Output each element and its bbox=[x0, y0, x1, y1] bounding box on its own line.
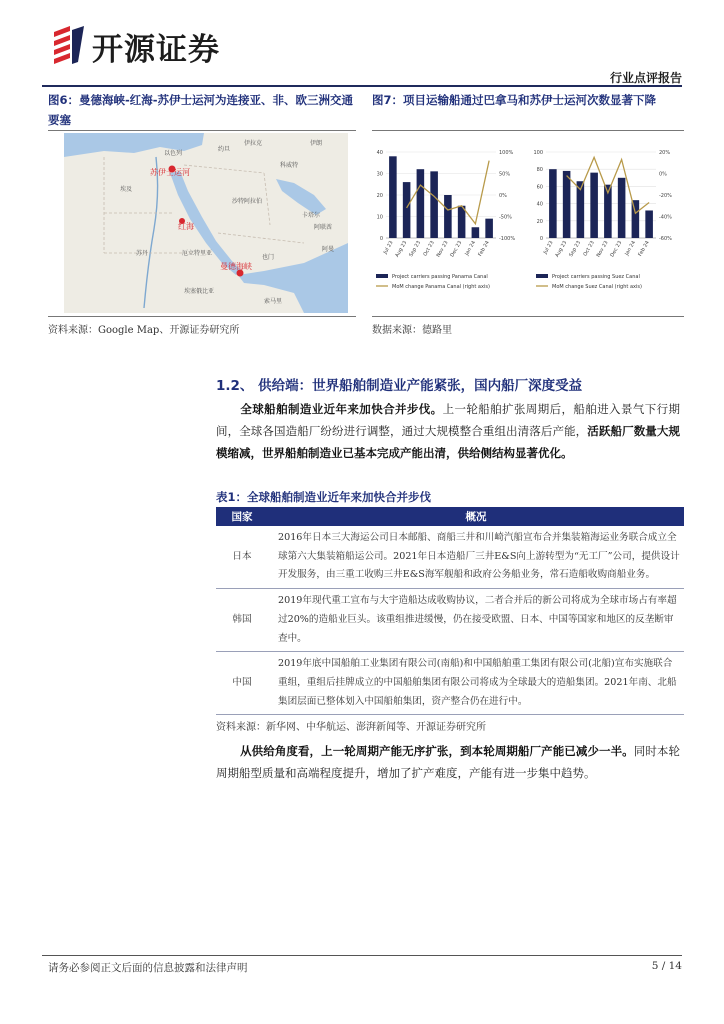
map-label-yemen: 也门 bbox=[262, 254, 275, 261]
header-rule bbox=[42, 85, 682, 87]
map-label-israel: 以色列 bbox=[164, 150, 183, 157]
map-label-eritrea: 厄立特里亚 bbox=[182, 250, 213, 257]
bar bbox=[645, 210, 653, 238]
legend-line-label: MoM change Suez Canal (right axis) bbox=[552, 284, 642, 290]
y-tick-left: 20 bbox=[536, 218, 543, 225]
table-cell-country: 韩国 bbox=[216, 589, 268, 652]
x-tick-label: Jan 24 bbox=[464, 240, 478, 257]
brand-name: 开源证券 bbox=[92, 32, 220, 68]
table-cell-country: 日本 bbox=[216, 526, 268, 589]
x-tick-label: Aug 23 bbox=[394, 240, 409, 259]
table-header-country: 国家 bbox=[216, 507, 268, 526]
figure7-caption: 图7：项目运输船通过巴拿马和苏伊士运河次数显著下降 bbox=[372, 93, 656, 107]
bar bbox=[590, 173, 598, 238]
x-tick-label: Nov 23 bbox=[435, 240, 450, 259]
table-cell-desc: 2019年现代重工宣布与大宇造船达成收购协议，二者合并后的新公司将成为全球市场占有率超过20%的造船业巨头。该重组推进缓慢，仍在接受欧盟、日本、中国等国家和地区的反垄断审查中。 bbox=[268, 589, 684, 652]
x-tick-label: Sep 23 bbox=[408, 240, 423, 259]
bar bbox=[430, 171, 438, 238]
y-tick-left: 40 bbox=[536, 201, 543, 208]
bar bbox=[563, 171, 571, 238]
table-row bbox=[216, 589, 684, 652]
bar bbox=[632, 200, 640, 238]
map-label-oman: 阿曼 bbox=[322, 246, 335, 253]
y-tick-left: 0 bbox=[379, 236, 383, 242]
para2-bold: 从供给角度看，上一轮周期产能无序扩张，到本轮周期船厂产能已减少一半。 bbox=[240, 744, 634, 758]
y-tick-left: 20 bbox=[376, 193, 383, 199]
x-tick-label: Dec 23 bbox=[609, 240, 624, 259]
y-tick-right: -20% bbox=[659, 193, 672, 199]
table-row bbox=[216, 652, 684, 715]
footer-disclaimer: 请务必参阅正文后面的信息披露和法律声明 bbox=[48, 962, 248, 974]
table-header-row bbox=[216, 507, 684, 526]
bar bbox=[458, 206, 466, 238]
y-tick-right: -100% bbox=[499, 236, 516, 242]
y-tick-left: 80 bbox=[536, 167, 543, 174]
figure7-top-rule bbox=[372, 130, 684, 131]
x-tick-label: Jan 24 bbox=[624, 240, 638, 257]
map-label-mandeb: 曼德海峡 bbox=[220, 262, 252, 271]
bar bbox=[485, 219, 493, 238]
para1-text: 上一轮船舶扩张周期后，船舶进入景气下行期间，全球各国造船厂纷纷进行调整，通过大规模整合重组出清落后产能， bbox=[216, 402, 681, 438]
table-row bbox=[216, 526, 684, 589]
figure6-bottom-rule bbox=[48, 316, 356, 317]
logo-mark-icon bbox=[48, 22, 92, 66]
bar bbox=[444, 195, 452, 238]
bar bbox=[417, 169, 425, 238]
para2-text: 同时本轮周期船型质量和高端程度提升，增加了扩产难度，产能有进一步集中趋势。 bbox=[216, 744, 681, 780]
suez-canal-chart bbox=[528, 146, 676, 314]
y-tick-right: -40% bbox=[659, 214, 672, 221]
table1-caption: 表1：全球船舶制造业近年来加快合并步伐 bbox=[216, 490, 431, 504]
x-tick-label: Feb 24 bbox=[637, 240, 651, 258]
map-label-qatar: 卡塔尔 bbox=[302, 212, 321, 219]
y-tick-right: 100% bbox=[499, 150, 514, 156]
report-type-label: 行业点评报告 bbox=[609, 71, 682, 85]
x-tick-label: Sep 23 bbox=[568, 240, 583, 259]
page-number: 5 / 14 bbox=[651, 960, 682, 972]
y-tick-left: 100 bbox=[533, 150, 543, 156]
map-label-egypt: 埃及 bbox=[120, 186, 133, 193]
footer-rule bbox=[42, 955, 682, 956]
red-sea-map bbox=[64, 133, 348, 313]
y-tick-left: 10 bbox=[376, 214, 383, 221]
y-tick-left: 60 bbox=[536, 184, 543, 191]
table1-source: 资料来源：新华网、中华航运、澎湃新闻等、开源证券研究所 bbox=[216, 722, 486, 733]
x-tick-label: Oct 23 bbox=[582, 240, 596, 258]
map-label-ethiopia: 埃塞俄比亚 bbox=[184, 288, 215, 295]
legend-bar-label: Project carriers passing Suez Canal bbox=[552, 274, 640, 280]
bar bbox=[389, 156, 397, 238]
legend-bar-swatch bbox=[536, 274, 548, 278]
map-label-uae: 阿联酋 bbox=[314, 224, 333, 231]
merger-table bbox=[216, 507, 684, 715]
panama-canal-chart bbox=[368, 146, 516, 314]
map-label-iraq: 伊拉克 bbox=[244, 140, 263, 147]
y-tick-right: 20% bbox=[659, 150, 671, 156]
para1-bold-tail: 活跃船厂数量大规模缩减，世界船舶制造业已基本完成产能出清，供给侧结构显著优化。 bbox=[216, 424, 680, 460]
bar bbox=[618, 178, 626, 238]
map-label-suez: 苏伊士运河 bbox=[150, 168, 190, 177]
x-tick-label: Oct 23 bbox=[422, 240, 436, 258]
bar bbox=[549, 169, 557, 238]
y-tick-right: 0% bbox=[659, 171, 667, 178]
y-tick-right: -60% bbox=[659, 236, 672, 242]
supply-paragraph bbox=[216, 740, 680, 784]
figure6-top-rule bbox=[48, 130, 356, 131]
section-heading: 1.2、 供给端：世界船舶制造业产能紧张，国内船厂深度受益 bbox=[216, 378, 583, 394]
x-tick-label: Dec 23 bbox=[449, 240, 464, 259]
para1-bold-lead: 全球船舶制造业近年来加快合并步伐。 bbox=[240, 402, 443, 416]
table-cell-desc: 2016年日本三大海运公司日本邮船、商船三井和川崎汽船宣布合并集装箱海运业务联合成立全球第六大集装箱船运公司。2021年日本造船厂三井E&S向上游转型为“无工厂”公司，提供设计开发服务，由三重工收购三井E&S海军舰船和政府公务船业务，常石造船收购商船业务。 bbox=[268, 526, 684, 589]
bar bbox=[472, 227, 480, 238]
section-paragraph bbox=[216, 398, 680, 464]
figure7-bottom-rule bbox=[372, 316, 684, 317]
x-tick-label: Feb 24 bbox=[477, 240, 491, 258]
map-label-iran: 伊朗 bbox=[310, 140, 323, 147]
bar bbox=[403, 182, 411, 238]
figure7-source: 数据来源：德路里 bbox=[372, 325, 452, 336]
table-cell-country: 中国 bbox=[216, 652, 268, 715]
figure6-source: 资料来源：Google Map、开源证券研究所 bbox=[48, 325, 240, 336]
map-label-kuwait: 科威特 bbox=[280, 162, 299, 169]
map-label-red-sea: 红海 bbox=[178, 222, 194, 231]
y-tick-left: 0 bbox=[539, 236, 543, 242]
table-cell-desc: 2019年底中国船舶工业集团有限公司(南船)和中国船舶重工集团有限公司(北船)宣布实施联合重组，重组后挂牌成立的中国船舶集团有限公司将成为全球最大的造船集团。2021年南、北船集团层面已整体划入中国船舶集团，资产整合仍在进行中。 bbox=[268, 652, 684, 715]
table-header-desc: 概况 bbox=[268, 507, 684, 526]
map-label-jordan: 约旦 bbox=[218, 146, 231, 153]
y-tick-right: 50% bbox=[499, 171, 511, 178]
y-tick-right: 0% bbox=[499, 193, 507, 199]
y-tick-left: 30 bbox=[376, 171, 383, 178]
x-tick-label: Jul 23 bbox=[382, 240, 395, 256]
map-label-sudan: 苏丹 bbox=[136, 250, 149, 257]
legend-line-label: MoM change Panama Canal (right axis) bbox=[392, 284, 490, 290]
legend-bar-swatch bbox=[376, 274, 388, 278]
y-tick-left: 40 bbox=[376, 150, 383, 156]
map-label-saudi: 沙特阿拉伯 bbox=[232, 198, 263, 205]
y-tick-right: -50% bbox=[499, 214, 512, 221]
legend-bar-label: Project carriers passing Panama Canal bbox=[392, 274, 488, 280]
x-tick-label: Nov 23 bbox=[595, 240, 610, 259]
map-label-somalia: 索马里 bbox=[264, 298, 283, 305]
figure6-caption: 图6：曼德海峡-红海-苏伊士运河为连接亚、非、欧三洲交通要塞 bbox=[48, 93, 354, 127]
x-tick-label: Jul 23 bbox=[542, 240, 555, 256]
x-tick-label: Aug 23 bbox=[554, 240, 569, 259]
